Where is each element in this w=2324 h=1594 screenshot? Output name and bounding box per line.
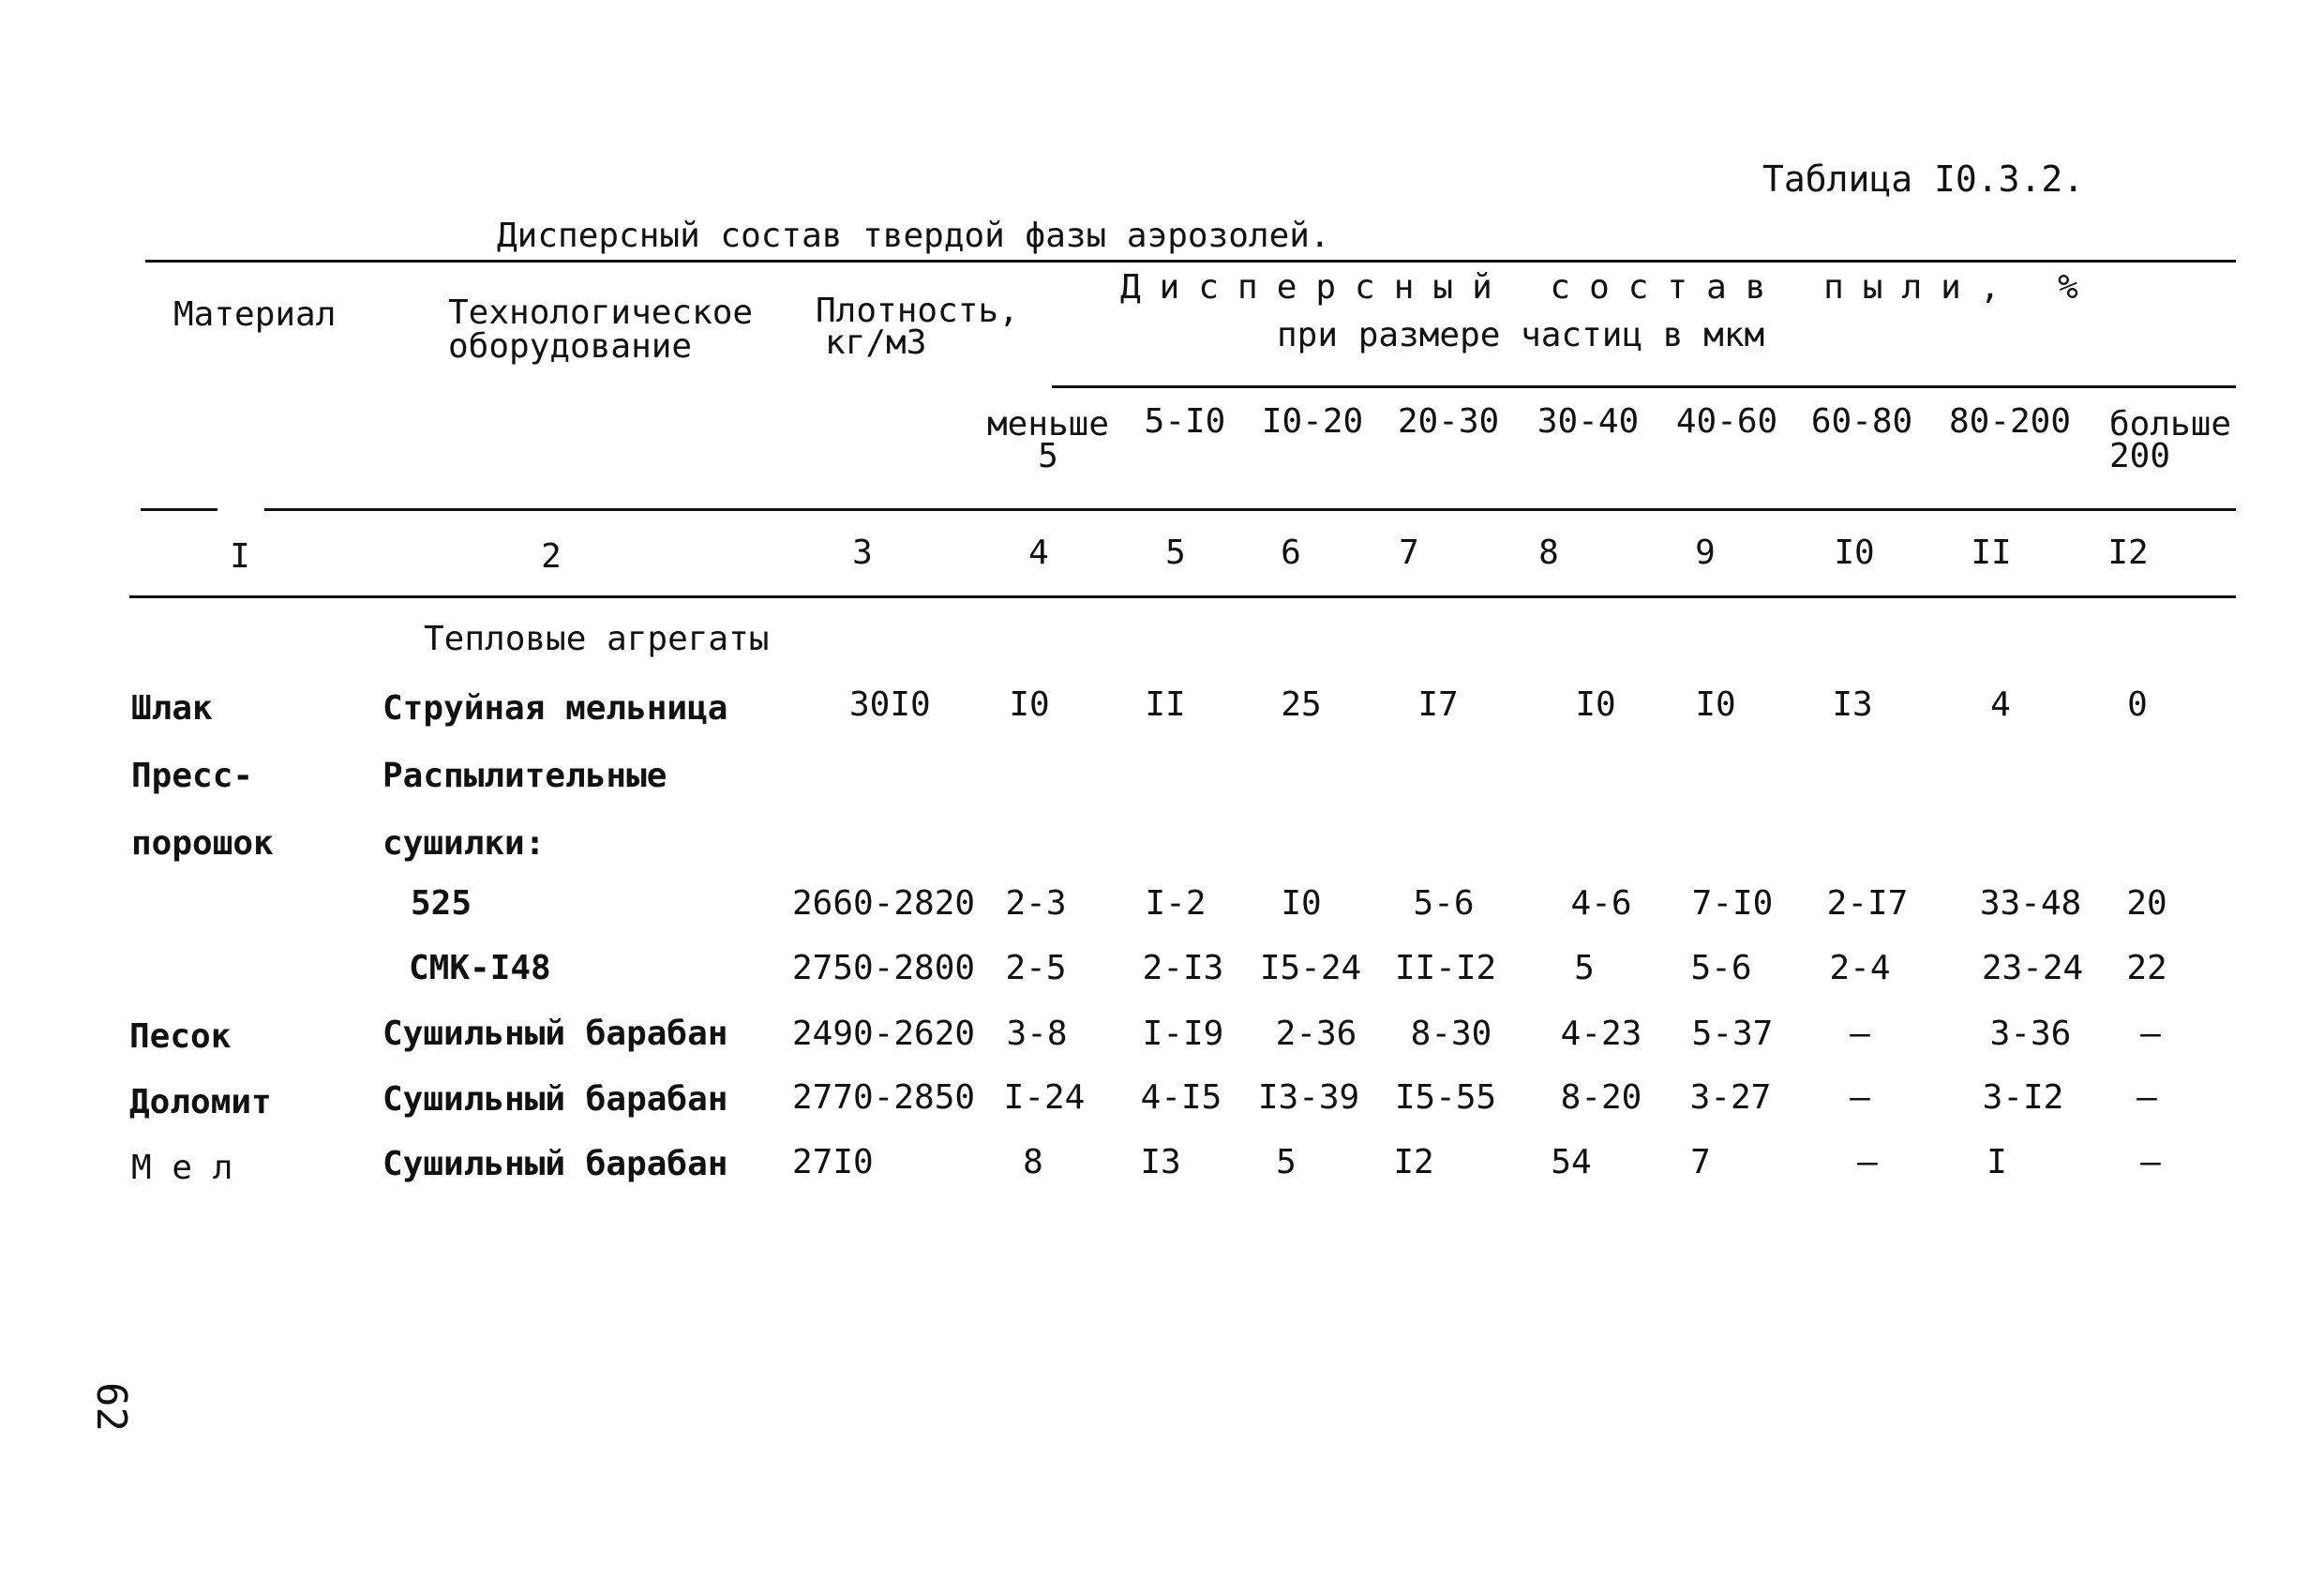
row-equipment: Распылительные <box>382 757 667 795</box>
row-value: 4-6 <box>1570 884 1632 923</box>
row-value: — <box>2140 1143 2161 1181</box>
row-value: 7 <box>1690 1143 1711 1181</box>
column-number: 5 <box>1165 534 1186 572</box>
row-density: 27I0 <box>792 1143 874 1181</box>
row-value: I0 <box>1575 685 1616 724</box>
row-value: 4 <box>1990 685 2011 724</box>
column-number: 2 <box>541 537 562 576</box>
row-value: I7 <box>1417 685 1459 724</box>
row-value: 22 <box>2126 949 2167 987</box>
row-value: I-2 <box>1145 884 1207 923</box>
row-value: 33-48 <box>1979 884 2082 923</box>
column-number: 9 <box>1695 534 1716 572</box>
column-number: 3 <box>852 534 873 572</box>
row-value: I0 <box>1695 685 1736 724</box>
header-dispersion-1: Дисперсный состав пыли, % <box>1120 268 2097 307</box>
row-value: 2-4 <box>1829 949 1891 987</box>
row-material: Песок <box>129 1017 232 1056</box>
row-equipment: 525 <box>411 884 472 923</box>
header-dispersion-2: при размере частиц в мкм <box>1277 316 1765 354</box>
column-number: 4 <box>1028 534 1049 572</box>
row-equipment: Сушильный барабан <box>382 1080 728 1119</box>
row-value: II-I2 <box>1394 949 1497 987</box>
column-number: I2 <box>2107 534 2149 572</box>
size-header: меньше 5 <box>986 405 1110 475</box>
row-value: 3-27 <box>1689 1078 1772 1117</box>
column-number: 7 <box>1399 534 1419 572</box>
row-value: 3-I2 <box>1982 1078 2064 1117</box>
table-label: Таблица I0.3.2. <box>1762 158 2085 200</box>
rule-numbers <box>129 595 2236 598</box>
rule-header <box>264 508 2236 511</box>
table-title: Дисперсный состав твердой фазы аэрозолей. <box>497 217 1330 255</box>
header-equipment-2: оборудование <box>448 327 693 366</box>
page-number: 62 <box>86 1382 135 1432</box>
row-material: порошок <box>131 824 274 863</box>
row-density: 2770-2850 <box>792 1078 976 1117</box>
size-header: 80-200 <box>1948 402 2072 441</box>
column-number: 6 <box>1281 534 1301 572</box>
row-density: 2660-2820 <box>792 884 976 923</box>
row-value: 3-36 <box>1989 1015 2072 1053</box>
rule-header-left <box>141 508 217 511</box>
row-value: I2 <box>1393 1143 1434 1181</box>
header-material: Материал <box>173 295 337 334</box>
column-number: 8 <box>1538 534 1559 572</box>
rule-top <box>145 260 2236 263</box>
row-value: 2-36 <box>1275 1015 1357 1053</box>
row-value: 8 <box>1023 1143 1043 1181</box>
row-density: 2490-2620 <box>792 1015 976 1053</box>
row-material: Доломит <box>129 1083 272 1121</box>
row-value: – <box>2140 1015 2161 1053</box>
row-equipment: Сушильный барабан <box>382 1015 728 1053</box>
row-value: I3-39 <box>1257 1078 1360 1117</box>
row-value: 23-24 <box>1981 949 2084 987</box>
row-value: 2-I3 <box>1142 949 1224 987</box>
row-value: I <box>1987 1143 2007 1181</box>
row-value: 5-37 <box>1691 1015 1774 1053</box>
row-equipment: Сушильный барабан <box>382 1145 728 1183</box>
row-value: I5-24 <box>1259 949 1362 987</box>
row-value: I-I9 <box>1142 1015 1224 1053</box>
row-value: 5-6 <box>1690 949 1752 987</box>
header-density-2: кг/м3 <box>825 323 927 362</box>
row-value: I5-55 <box>1394 1078 1497 1117</box>
row-value: 8-20 <box>1560 1078 1642 1117</box>
row-value: 8-30 <box>1410 1015 1492 1053</box>
header-density-1: Плотность, <box>816 292 1019 330</box>
row-material: Шлак <box>131 689 213 728</box>
row-value: 4-I5 <box>1140 1078 1222 1117</box>
row-value: — <box>1857 1143 1878 1181</box>
row-value: 2-5 <box>1005 949 1067 987</box>
row-value: — <box>1850 1015 1870 1053</box>
row-value: 4-23 <box>1560 1015 1642 1053</box>
column-number: I0 <box>1834 534 1875 572</box>
row-value: I3 <box>1140 1143 1181 1181</box>
row-value: I0 <box>1009 685 1050 724</box>
row-value: 7-I0 <box>1691 884 1774 923</box>
column-number: II <box>1971 534 2012 572</box>
size-header: 30-40 <box>1537 402 1640 441</box>
size-header: 40-60 <box>1675 402 1778 441</box>
row-value: 5 <box>1276 1143 1297 1181</box>
row-value: 2-I7 <box>1826 884 1909 923</box>
header-equipment-1: Технологическое <box>448 293 754 332</box>
row-value: 25 <box>1281 685 1322 724</box>
row-value: I3 <box>1832 685 1873 724</box>
row-value: — <box>2137 1078 2157 1117</box>
row-equipment: сушилки: <box>382 824 546 863</box>
row-density: 2750-2800 <box>792 949 976 987</box>
row-value: I0 <box>1281 884 1322 923</box>
row-equipment: Струйная мельница <box>382 689 728 728</box>
row-value: I-24 <box>1003 1078 1086 1117</box>
row-material: Пресс- <box>131 757 254 795</box>
row-value: 54 <box>1551 1143 1592 1181</box>
row-value: 5-6 <box>1413 884 1475 923</box>
rule-dispersion <box>1052 385 2236 388</box>
size-header: 20-30 <box>1397 402 1500 441</box>
row-equipment: СМК-I48 <box>409 949 551 987</box>
row-value: 3-8 <box>1006 1015 1068 1053</box>
size-header: I0-20 <box>1261 402 1364 441</box>
row-value: — <box>1850 1078 1870 1117</box>
row-value: 0 <box>2127 685 2148 724</box>
row-value: 2-3 <box>1005 884 1067 923</box>
section-title: Тепловые агрегаты <box>424 620 770 658</box>
row-density: 30I0 <box>849 685 931 724</box>
row-material: М е л <box>131 1149 233 1187</box>
row-value: 5 <box>1574 949 1595 987</box>
size-header: 5-I0 <box>1144 402 1226 441</box>
size-header: 60-80 <box>1810 402 1913 441</box>
column-number: I <box>230 537 250 576</box>
row-value: II <box>1145 685 1186 724</box>
size-header: больше 200 <box>2109 405 2232 475</box>
row-value: 20 <box>2126 884 2167 923</box>
